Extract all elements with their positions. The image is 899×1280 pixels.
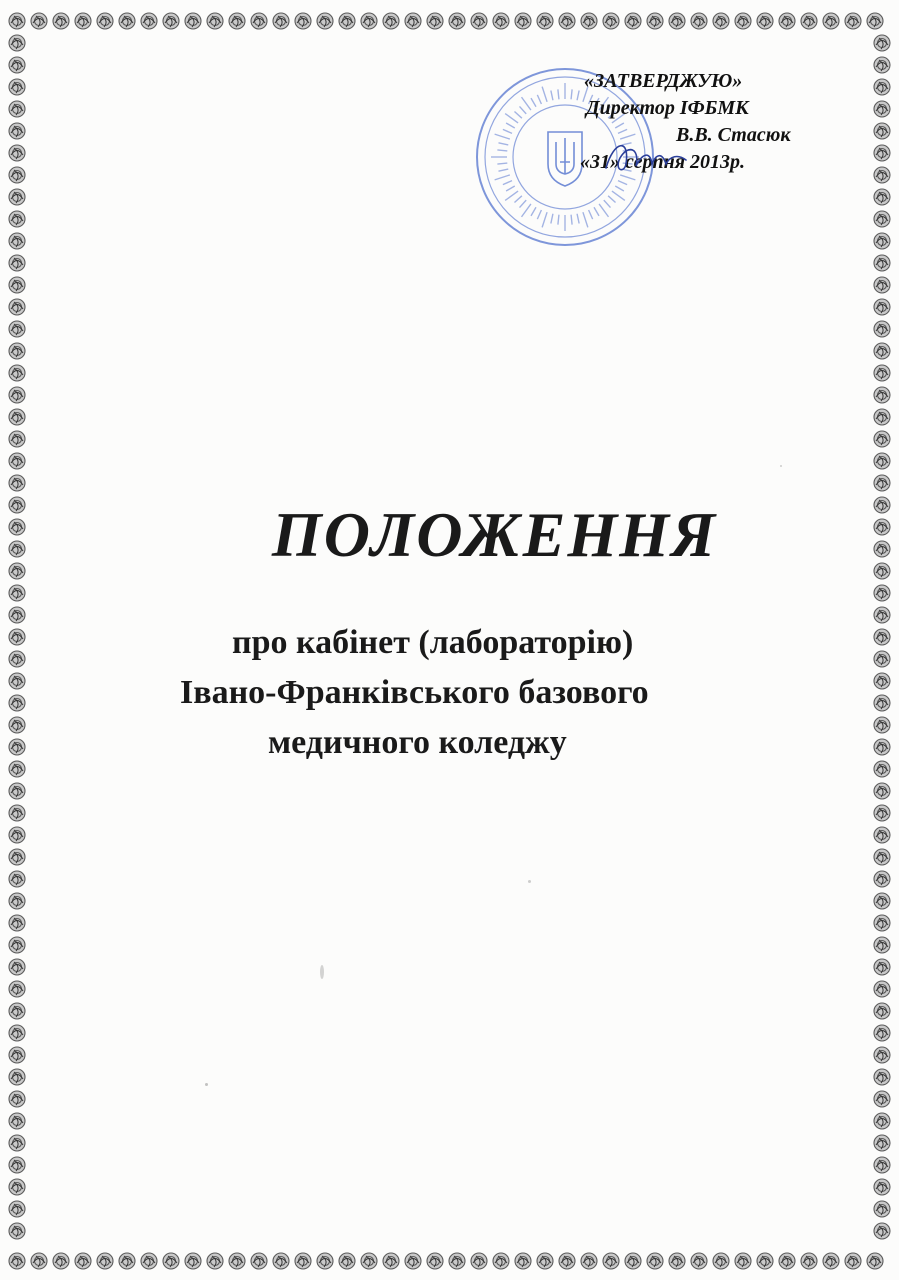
rose-ornament bbox=[427, 13, 443, 29]
rose-ornament bbox=[163, 1253, 179, 1269]
rose-ornament bbox=[874, 1201, 890, 1217]
rose-ornament bbox=[9, 761, 25, 777]
rose-ornament bbox=[9, 1223, 25, 1239]
rose-ornament bbox=[874, 783, 890, 799]
rose-ornament bbox=[75, 13, 91, 29]
rose-ornament bbox=[625, 1253, 641, 1269]
rose-ornament bbox=[405, 1253, 421, 1269]
rose-ornament bbox=[31, 1253, 47, 1269]
rose-ornament bbox=[229, 13, 245, 29]
approval-date: «31» серпня 2013р. bbox=[580, 151, 746, 173]
rose-ornament bbox=[874, 981, 890, 997]
rose-ornament bbox=[9, 233, 25, 249]
document-title: ПОЛОЖЕННЯ bbox=[271, 499, 718, 570]
rose-ornament bbox=[9, 783, 25, 799]
rose-ornament bbox=[735, 13, 751, 29]
rose-ornament bbox=[647, 13, 663, 29]
rose-ornament bbox=[874, 937, 890, 953]
rose-ornament bbox=[874, 57, 890, 73]
rose-ornament bbox=[9, 431, 25, 447]
rose-ornament bbox=[779, 13, 795, 29]
rose-ornament bbox=[9, 145, 25, 161]
rose-ornament bbox=[874, 1157, 890, 1173]
rose-ornament bbox=[874, 1069, 890, 1085]
rose-ornament bbox=[874, 321, 890, 337]
rose-ornament bbox=[801, 13, 817, 29]
rose-ornament bbox=[361, 1253, 377, 1269]
rose-ornament bbox=[874, 1025, 890, 1041]
rose-ornament bbox=[185, 13, 201, 29]
rose-ornament bbox=[31, 13, 47, 29]
rose-ornament bbox=[874, 387, 890, 403]
rose-ornament bbox=[251, 13, 267, 29]
document-subtitle bbox=[150, 618, 830, 768]
rose-ornament bbox=[9, 695, 25, 711]
scan-speck bbox=[320, 965, 324, 979]
rose-ornament bbox=[823, 1253, 839, 1269]
approval-name: В.В. Стасюк bbox=[676, 124, 791, 146]
rose-ornament bbox=[874, 1003, 890, 1019]
rose-ornament bbox=[874, 915, 890, 931]
rose-ornament bbox=[383, 13, 399, 29]
rose-ornament bbox=[874, 607, 890, 623]
rose-ornament bbox=[9, 1253, 25, 1269]
rose-ornament bbox=[874, 1135, 890, 1151]
rose-ornament bbox=[9, 57, 25, 73]
rose-ornament bbox=[757, 1253, 773, 1269]
rose-ornament bbox=[207, 1253, 223, 1269]
rose-ornament bbox=[493, 13, 509, 29]
rose-ornament bbox=[317, 1253, 333, 1269]
rose-ornament bbox=[867, 1253, 883, 1269]
rose-ornament bbox=[9, 651, 25, 667]
rose-ornament bbox=[874, 1179, 890, 1195]
rose-ornament bbox=[9, 981, 25, 997]
rose-ornament bbox=[874, 453, 890, 469]
rose-ornament bbox=[9, 189, 25, 205]
rose-ornament bbox=[427, 1253, 443, 1269]
rose-ornament bbox=[141, 13, 157, 29]
rose-ornament bbox=[75, 1253, 91, 1269]
rose-ornament bbox=[9, 915, 25, 931]
rose-ornament bbox=[141, 1253, 157, 1269]
rose-ornament bbox=[9, 211, 25, 227]
rose-ornament bbox=[9, 167, 25, 183]
rose-ornament bbox=[874, 717, 890, 733]
rose-ornament bbox=[9, 959, 25, 975]
rose-ornament bbox=[9, 871, 25, 887]
rose-ornament bbox=[874, 343, 890, 359]
rose-ornament bbox=[874, 893, 890, 909]
rose-ornament bbox=[9, 475, 25, 491]
rose-ornament bbox=[9, 827, 25, 843]
rose-ornament bbox=[207, 13, 223, 29]
rose-ornament bbox=[867, 13, 883, 29]
rose-ornament bbox=[471, 1253, 487, 1269]
rose-ornament bbox=[9, 343, 25, 359]
rose-ornament bbox=[449, 13, 465, 29]
rose-ornament bbox=[449, 1253, 465, 1269]
rose-ornament bbox=[9, 123, 25, 139]
rose-ornament bbox=[273, 1253, 289, 1269]
rose-ornament bbox=[823, 13, 839, 29]
rose-ornament bbox=[9, 607, 25, 623]
rose-ornament bbox=[295, 13, 311, 29]
rose-ornament bbox=[874, 849, 890, 865]
rose-ornament bbox=[845, 13, 861, 29]
approval-heading: «ЗАТВЕРДЖУЮ» bbox=[584, 70, 743, 92]
rose-ornament bbox=[625, 13, 641, 29]
rose-ornament bbox=[9, 1179, 25, 1195]
rose-ornament bbox=[559, 13, 575, 29]
rose-ornament bbox=[669, 1253, 685, 1269]
rose-ornament bbox=[383, 1253, 399, 1269]
rose-ornament bbox=[874, 145, 890, 161]
rose-ornament bbox=[713, 1253, 729, 1269]
rose-ornament bbox=[295, 1253, 311, 1269]
rose-ornament bbox=[229, 1253, 245, 1269]
rose-ornament bbox=[801, 1253, 817, 1269]
rose-ornament bbox=[119, 13, 135, 29]
rose-ornament bbox=[874, 123, 890, 139]
rose-ornament bbox=[874, 651, 890, 667]
rose-ornament bbox=[339, 13, 355, 29]
rose-ornament bbox=[9, 13, 25, 29]
rose-ornament bbox=[603, 13, 619, 29]
rose-ornament bbox=[559, 1253, 575, 1269]
rose-ornament bbox=[874, 629, 890, 645]
rose-ornament bbox=[9, 1201, 25, 1217]
rose-ornament bbox=[845, 1253, 861, 1269]
rose-ornament bbox=[874, 1223, 890, 1239]
rose-ornament bbox=[874, 805, 890, 821]
rose-ornament bbox=[9, 849, 25, 865]
rose-ornament bbox=[874, 827, 890, 843]
rose-ornament bbox=[581, 13, 597, 29]
rose-ornament bbox=[515, 1253, 531, 1269]
rose-ornament bbox=[515, 13, 531, 29]
handwritten-signature bbox=[600, 130, 690, 180]
rose-ornament bbox=[874, 431, 890, 447]
rose-ornament bbox=[874, 255, 890, 271]
rose-ornament bbox=[874, 277, 890, 293]
rose-ornament bbox=[9, 101, 25, 117]
rose-ornament bbox=[874, 1047, 890, 1063]
rose-ornament bbox=[9, 1047, 25, 1063]
rose-ornament bbox=[9, 1135, 25, 1151]
rose-ornament bbox=[874, 761, 890, 777]
rose-ornament bbox=[874, 673, 890, 689]
rose-ornament bbox=[471, 13, 487, 29]
rose-ornament bbox=[9, 1157, 25, 1173]
rose-ornament bbox=[874, 1091, 890, 1107]
rose-ornament bbox=[493, 1253, 509, 1269]
scan-speck bbox=[205, 1083, 208, 1086]
rose-ornament bbox=[9, 255, 25, 271]
rose-ornament bbox=[9, 277, 25, 293]
rose-ornament bbox=[647, 1253, 663, 1269]
rose-ornament bbox=[691, 13, 707, 29]
rose-ornament bbox=[874, 1113, 890, 1129]
rose-ornament bbox=[251, 1253, 267, 1269]
subtitle-line-1: про кабінет (лабораторію) bbox=[232, 624, 634, 661]
rose-ornament bbox=[9, 585, 25, 601]
scan-speck bbox=[528, 880, 531, 883]
rose-ornament bbox=[874, 739, 890, 755]
rose-ornament bbox=[537, 1253, 553, 1269]
rose-ornament bbox=[9, 365, 25, 381]
rose-ornament bbox=[339, 1253, 355, 1269]
rose-ornament bbox=[9, 893, 25, 909]
rose-ornament bbox=[9, 409, 25, 425]
rose-ornament bbox=[735, 1253, 751, 1269]
rose-ornament bbox=[874, 167, 890, 183]
rose-ornament bbox=[97, 1253, 113, 1269]
rose-ornament bbox=[9, 35, 25, 51]
rose-ornament bbox=[779, 1253, 795, 1269]
rose-ornament bbox=[97, 13, 113, 29]
rose-ornament bbox=[713, 13, 729, 29]
rose-ornament bbox=[874, 871, 890, 887]
rose-ornament bbox=[874, 585, 890, 601]
rose-ornament bbox=[9, 717, 25, 733]
rose-ornament bbox=[691, 1253, 707, 1269]
rose-ornament bbox=[874, 365, 890, 381]
rose-ornament bbox=[9, 1091, 25, 1107]
rose-ornament bbox=[603, 1253, 619, 1269]
rose-ornament bbox=[874, 409, 890, 425]
rose-ornament bbox=[9, 1069, 25, 1085]
rose-ornament bbox=[9, 321, 25, 337]
rose-ornament bbox=[9, 739, 25, 755]
rose-ornament bbox=[874, 299, 890, 315]
rose-ornament bbox=[9, 805, 25, 821]
subtitle-line-2: Івано-Франківського базового bbox=[180, 674, 649, 711]
rose-ornament bbox=[317, 13, 333, 29]
rose-ornament bbox=[757, 13, 773, 29]
rose-ornament bbox=[874, 79, 890, 95]
rose-ornament bbox=[537, 13, 553, 29]
rose-ornament bbox=[874, 35, 890, 51]
rose-ornament bbox=[53, 13, 69, 29]
rose-ornament bbox=[273, 13, 289, 29]
rose-ornament bbox=[9, 1025, 25, 1041]
rose-ornament bbox=[874, 233, 890, 249]
rose-ornament bbox=[185, 1253, 201, 1269]
rose-ornament bbox=[405, 13, 421, 29]
rose-ornament bbox=[9, 299, 25, 315]
rose-ornament bbox=[119, 1253, 135, 1269]
rose-ornament bbox=[163, 13, 179, 29]
rose-ornament bbox=[874, 211, 890, 227]
rose-ornament bbox=[9, 1003, 25, 1019]
rose-ornament bbox=[9, 79, 25, 95]
rose-ornament bbox=[874, 189, 890, 205]
rose-ornament bbox=[581, 1253, 597, 1269]
rose-ornament bbox=[9, 1113, 25, 1129]
rose-ornament bbox=[874, 695, 890, 711]
rose-ornament bbox=[874, 959, 890, 975]
rose-ornament bbox=[9, 937, 25, 953]
rose-ornament bbox=[9, 629, 25, 645]
rose-ornament bbox=[361, 13, 377, 29]
approval-position: Директор ІФБМК bbox=[586, 97, 749, 119]
rose-ornament bbox=[9, 453, 25, 469]
rose-ornament bbox=[669, 13, 685, 29]
rose-ornament bbox=[9, 387, 25, 403]
rose-ornament bbox=[53, 1253, 69, 1269]
subtitle-line-3: медичного коледжу bbox=[268, 724, 567, 761]
rose-ornament bbox=[9, 673, 25, 689]
rose-ornament bbox=[874, 475, 890, 491]
scan-speck bbox=[780, 465, 782, 467]
rose-ornament bbox=[874, 101, 890, 117]
